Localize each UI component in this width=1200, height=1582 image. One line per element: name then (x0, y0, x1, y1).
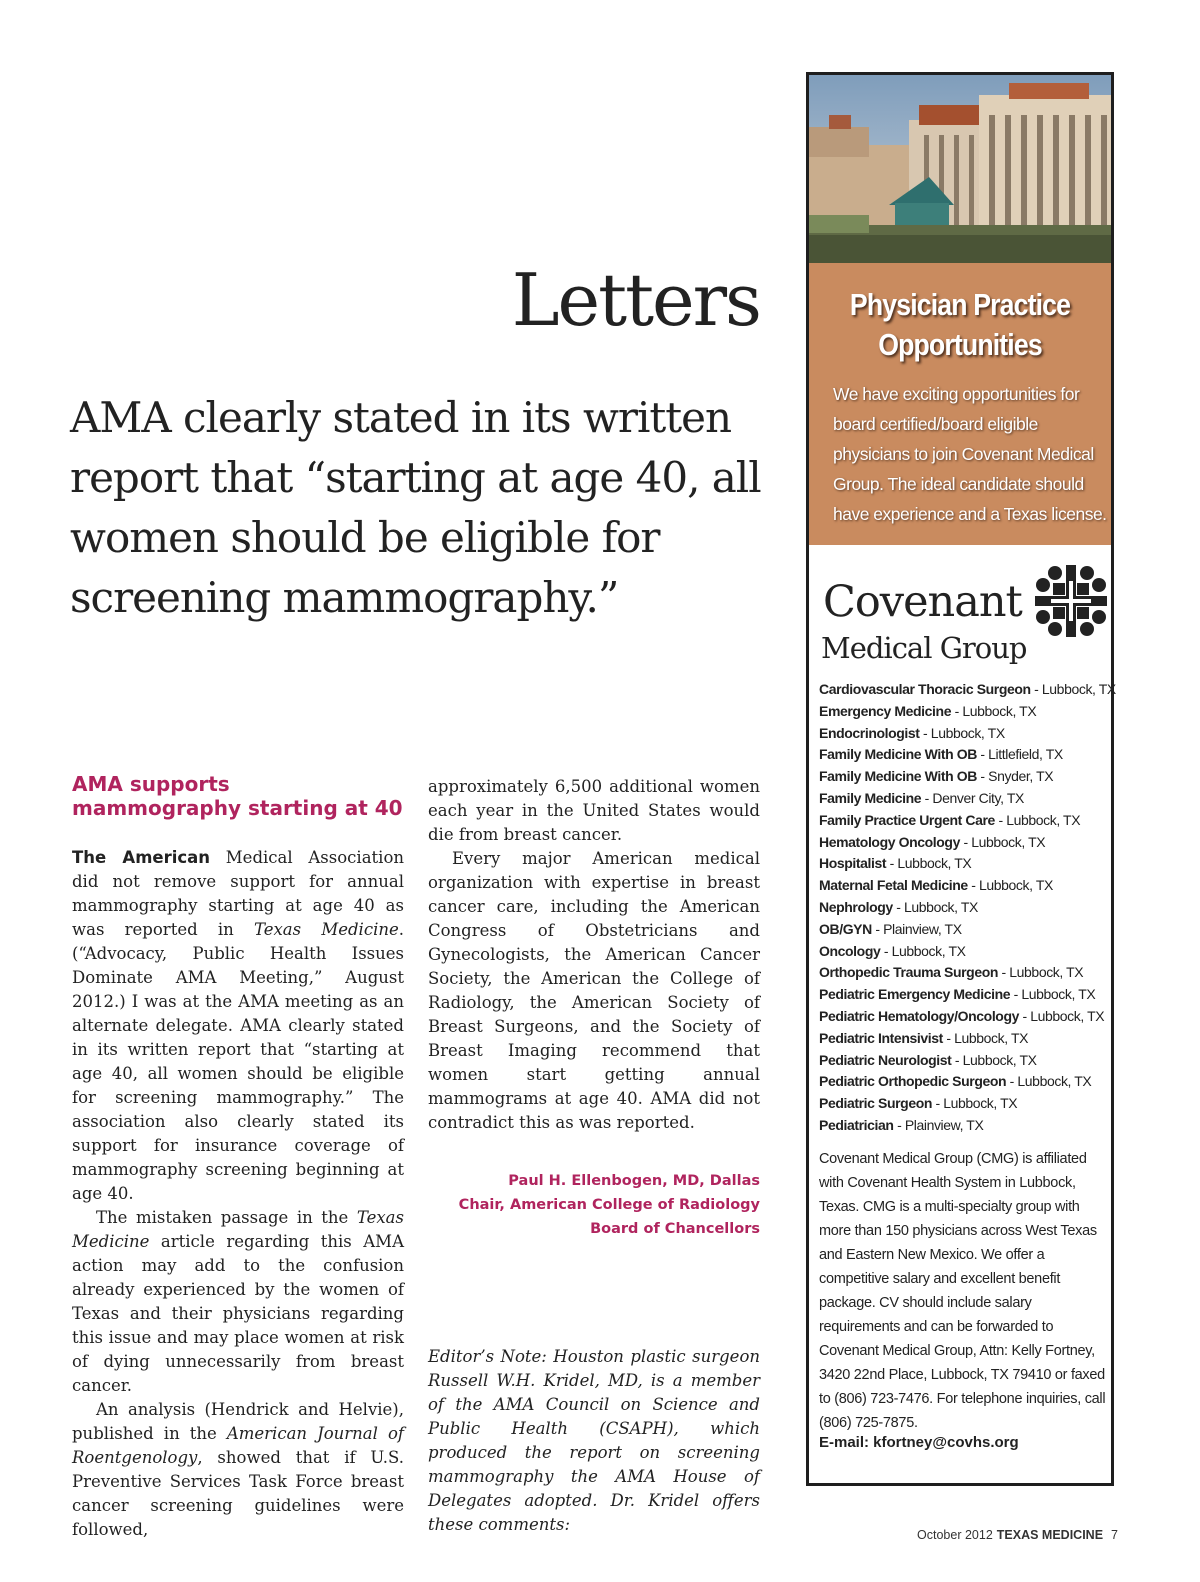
job-location: - Littlefield, TX (976, 746, 1063, 763)
job-title: Family Practice Urgent Care (819, 811, 995, 828)
job-title: Family Medicine (819, 789, 922, 806)
covenant-logo-icon (1031, 561, 1111, 641)
job-location: - Lubbock, TX (1006, 1073, 1092, 1090)
job-title: Family Medicine With OB (819, 768, 977, 785)
paragraph-text: . (“Advocacy, Public Health Issues Dominate AMA Meeting,” August 2012.) I was at the AMA meeting as an alternate delegate. AMA clearly stated in its written report that “starting at age 40, all women should be eligible for screening mammography.” The association also clearly stated its support for insurance coverage of mammography screening beginning at age 40. (72, 920, 404, 1203)
job-item (819, 941, 1109, 963)
job-title: Pediatric Hematology/Oncology (819, 1007, 1019, 1024)
job-item (819, 875, 1109, 897)
job-location: - Lubbock, TX (886, 855, 972, 872)
hospital-building-photo (809, 75, 1111, 263)
job-location: - Lubbock, TX (1010, 986, 1096, 1003)
job-title: Family Medicine With OB (819, 746, 977, 763)
job-title: Orthopedic Trauma Surgeon (819, 964, 999, 981)
job-title: Pediatric Orthopedic Surgeon (819, 1073, 1007, 1090)
job-title: Cardiovascular Thoracic Surgeon (819, 681, 1031, 697)
article-paragraph (72, 1206, 404, 1398)
ad-body-text: Covenant Medical Group (CMG) is affiliated with Covenant Health System in Lubbock, Texas. CMG is a multi-specialty group with more than 150 physicians across West Texas and Eastern New Mexico. We offer a competitive salary and excellent benefit package. CV should include salary requirements and can be forwarded to Covenant Medical Group, Attn: Kelly Fortney, 3420 22nd Place, Lubbock, TX 79410 or faxed to (806) 723-7476. For telephone inquiries, call (806) 725-7875. (819, 1151, 1106, 1431)
job-title: Pediatric Surgeon (819, 1095, 933, 1112)
job-location: - Lubbock, TX (959, 833, 1046, 850)
ad-lead-text: We have exciting opportunities for board certified/board eligible physicians to join Covenant Medical Group. The ideal candidate should have experience and a Texas license. (833, 384, 1107, 524)
job-location: - Snyder, TX (976, 768, 1054, 785)
issue-date: October 2012 (917, 1528, 993, 1542)
signature-block (428, 1169, 760, 1241)
job-item (819, 723, 1109, 745)
italic-title: Texas Medicine (72, 1208, 404, 1251)
job-item (819, 1071, 1109, 1093)
signature-title: Chair, American College of Radiology (458, 1197, 760, 1213)
job-item (819, 766, 1109, 788)
ad-email: E-mail: kfortney@covhs.org (819, 1434, 1019, 1451)
job-title: Hospitalist (819, 855, 887, 872)
job-item (819, 679, 1116, 701)
ad-heading-line: Opportunities (878, 327, 1042, 362)
job-location: - Plainview, TX (871, 920, 962, 937)
job-location: - Lubbock, TX (880, 942, 966, 959)
job-location: - Lubbock, TX (932, 1095, 1018, 1112)
article-paragraph (72, 1398, 404, 1542)
job-item (819, 1006, 1109, 1028)
paragraph-text: Medical Association did not remove support for annual mammography starting at age 40 as was reported in (72, 848, 404, 939)
job-title: OB/GYN (819, 920, 872, 937)
job-item (819, 810, 1109, 832)
job-item (819, 962, 1109, 984)
job-item (819, 1115, 1109, 1137)
pull-quote: AMA clearly stated in its written report that “starting at age 40, all women should be eligible for screening mammography.” (70, 393, 761, 622)
ad-heading-line: Physician Practice (849, 287, 1071, 322)
job-title: Pediatric Neurologist (819, 1051, 952, 1068)
editor-note: Editor’s Note: Houston plastic surgeon Russell W.H. Kridel, MD, is a member of the AMA Council on Science and Public Health (CSAPH), which produced the report on screening mammography the AMA House of Delegates adopted. Dr. Kridel offers these comments: (428, 1346, 760, 1534)
job-location: - Lubbock, TX (942, 1029, 1029, 1046)
job-item (819, 788, 1109, 810)
job-item (819, 897, 1109, 919)
job-item (819, 744, 1109, 766)
job-title: Maternal Fetal Medicine (819, 877, 968, 894)
job-title: Emergency Medicine (819, 702, 952, 719)
run-in-text: The American (72, 848, 211, 867)
covenant-logo-wordmark: Covenant (823, 577, 1022, 627)
italic-title: Texas Medicine (254, 920, 399, 939)
job-item (819, 701, 1109, 723)
job-title: Nephrology (819, 898, 893, 915)
job-title: Pediatrician (819, 1116, 894, 1133)
ad-heading (830, 285, 1090, 365)
job-title: Hematology Oncology (819, 833, 960, 850)
job-item (819, 1028, 1109, 1050)
job-listing (819, 679, 1116, 1137)
paragraph-text: article regarding this AMA action may add to the confusion already experienced by the women of Texas and their physicians regarding this issue and may place women at risk of dying unnecessarily from breast cancer. (72, 1232, 404, 1395)
job-title: Pediatric Emergency Medicine (819, 986, 1011, 1003)
article-paragraph: approximately 6,500 additional women each year in the United States would die from breast cancer. (428, 777, 760, 844)
job-item (819, 919, 1109, 941)
signature-name: Paul H. Ellenbogen, MD, Dallas (508, 1173, 760, 1189)
job-location: - Lubbock, TX (951, 702, 1037, 719)
job-item (819, 832, 1109, 854)
covenant-advertisement (806, 72, 1114, 1486)
job-title: Endocrinologist (819, 724, 920, 741)
section-title: Letters (511, 258, 760, 342)
article-headline: AMA supports mammography starting at 40 (72, 772, 403, 820)
signature-org: Board of Chancellors (590, 1221, 760, 1237)
ad-promo-panel (809, 263, 1111, 545)
job-location: - Lubbock, TX (967, 877, 1053, 894)
job-location: - Lubbock, TX (994, 811, 1081, 828)
magazine-name: TEXAS MEDICINE (996, 1528, 1104, 1542)
job-item (819, 1050, 1109, 1072)
job-item (819, 984, 1109, 1006)
paragraph-text: , showed that if U.S. Preventive Services Task Force breast cancer screening guidelines were followed, (72, 1448, 404, 1539)
job-location: - Lubbock, TX (998, 964, 1084, 981)
article-column-1 (72, 772, 404, 1542)
job-location: - Plainview, TX (893, 1116, 984, 1133)
article-column-2 (428, 775, 760, 1241)
article-paragraph: Every major American medical organization with expertise in breast cancer care, including the American Congress of Obstetricians and Gynecologists, the American Cancer Society, the American the College of Radiology, the American Society of Breast Surgeons, and the Society of Breast Imaging recommend that women start getting annual mammograms at age 40. AMA did not contradict this as was reported. (428, 849, 760, 1132)
job-location: - Lubbock, TX (892, 898, 978, 915)
page-number: 7 (1111, 1528, 1118, 1542)
hospital-building-illustration (809, 75, 1111, 263)
job-title: Pediatric Intensivist (819, 1029, 943, 1046)
italic-title: American Journal of Roentgenology (72, 1424, 405, 1467)
job-location: - Lubbock, TX (1019, 1007, 1105, 1024)
paragraph-text: The mistaken passage in the (96, 1208, 357, 1227)
article-paragraph (72, 846, 404, 1206)
job-item (819, 1093, 1109, 1115)
job-location: - Lubbock, TX (1030, 681, 1116, 697)
paragraph-text: An analysis (Hendrick and Helvie), published in the (72, 1400, 404, 1443)
job-location: - Lubbock, TX (919, 724, 1005, 741)
job-location: - Lubbock, TX (951, 1051, 1037, 1068)
covenant-logo-subtitle: Medical Group (821, 631, 1027, 665)
job-item (819, 853, 1109, 875)
job-location: - Denver City, TX (921, 789, 1024, 806)
job-title: Oncology (819, 942, 881, 959)
page-footer (917, 1528, 1118, 1542)
